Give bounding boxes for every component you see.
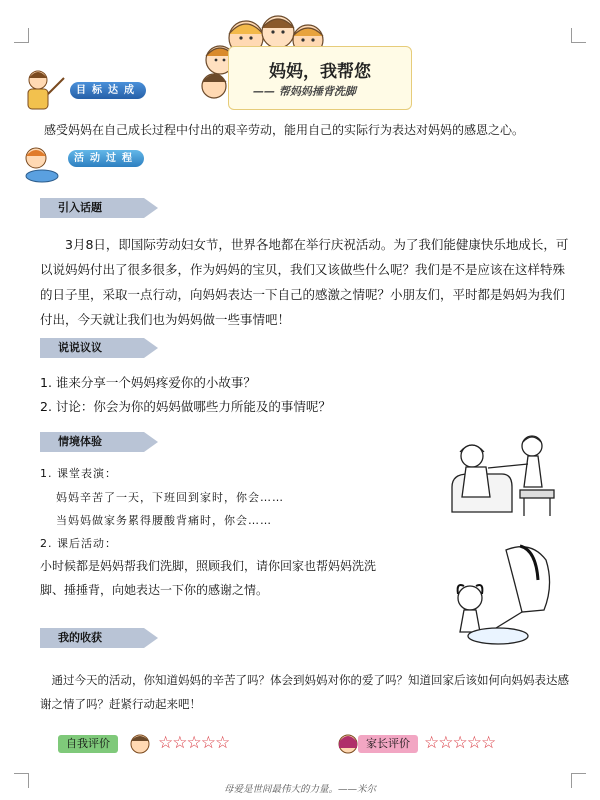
page-title: 妈妈，我帮您 [269, 62, 371, 82]
goal-text: 感受妈妈在自己成长过程中付出的艰辛劳动，能用自己的实际行为表达对妈妈的感恩之心。 [44, 123, 525, 137]
self-eval-stars[interactable]: ☆☆☆☆☆ [158, 733, 230, 753]
massage-illustration [432, 432, 562, 522]
after-class-text: 小时候都是妈妈帮我们洗脚，照顾我们，请你回家也帮妈妈洗洗 [40, 559, 377, 573]
parent-eval-label: 家长评价 [358, 735, 418, 753]
section-label-harvest: 我的收获 [40, 628, 144, 648]
class-performance-title: 1. 课堂表演： [40, 467, 117, 480]
boy-avatar-icon [128, 732, 152, 756]
self-eval-label: 自我评价 [58, 735, 118, 753]
discuss-item: 2. 讨论：你会为你的妈妈做哪些力所能及的事情呢？ [40, 399, 331, 414]
page-corner-mark [14, 28, 29, 43]
after-class-title: 2. 课后活动： [40, 537, 117, 550]
performance-line: 妈妈辛苦了一天，下班回到家时，你会…… [56, 491, 284, 504]
foot-washing-illustration [436, 540, 566, 650]
intro-text: 3月8日，即国际劳动妇女节，世界各地都在举行庆祝活动。为了我们能健康快乐地成长，可以说妈妈付出了很多很多，作为妈妈的宝贝，我们又该做些什么呢？我们是不是应该在这样特殊的日子里，采取一点行动，向妈妈表达一下自己的感激之情呢？小朋友们，平时都是妈妈为我们付出，今天就让我们也为妈妈做一些事情吧！ [40, 237, 569, 327]
section-label-scene: 情境体验 [40, 432, 144, 452]
section-label-discuss: 说说议议 [40, 338, 144, 358]
process-badge: 活动过程 [68, 150, 144, 167]
parent-eval-stars[interactable]: ☆☆☆☆☆ [424, 733, 496, 753]
after-class-text: 脚、捶捶背，向她表达一下你的感谢之情。 [40, 583, 269, 597]
performance-line: 当妈妈做家务累得腰酸背痛时，你会…… [56, 514, 272, 527]
discuss-item: 1. 谁来分享一个妈妈疼爱你的小故事？ [40, 375, 256, 390]
footer-quote: 母爱是世间最伟大的力量。——米尔 [223, 784, 376, 795]
teacher-icon [18, 66, 70, 114]
section-label-intro: 引入话题 [40, 198, 144, 218]
title-card [228, 46, 412, 110]
child-icon [18, 144, 70, 184]
page-subtitle: —— 帮妈妈捶背洗脚 [253, 85, 356, 98]
harvest-text: 通过今天的活动，你知道妈妈的辛苦了吗？体会到妈妈对你的爱了吗？知道回家后该如何向妈妈表达感谢之情了吗？赶紧行动起来吧！ [40, 673, 569, 711]
parent-avatar-icon [336, 732, 360, 756]
goal-badge: 目标达成 [70, 82, 146, 99]
page-corner-mark [571, 28, 586, 43]
